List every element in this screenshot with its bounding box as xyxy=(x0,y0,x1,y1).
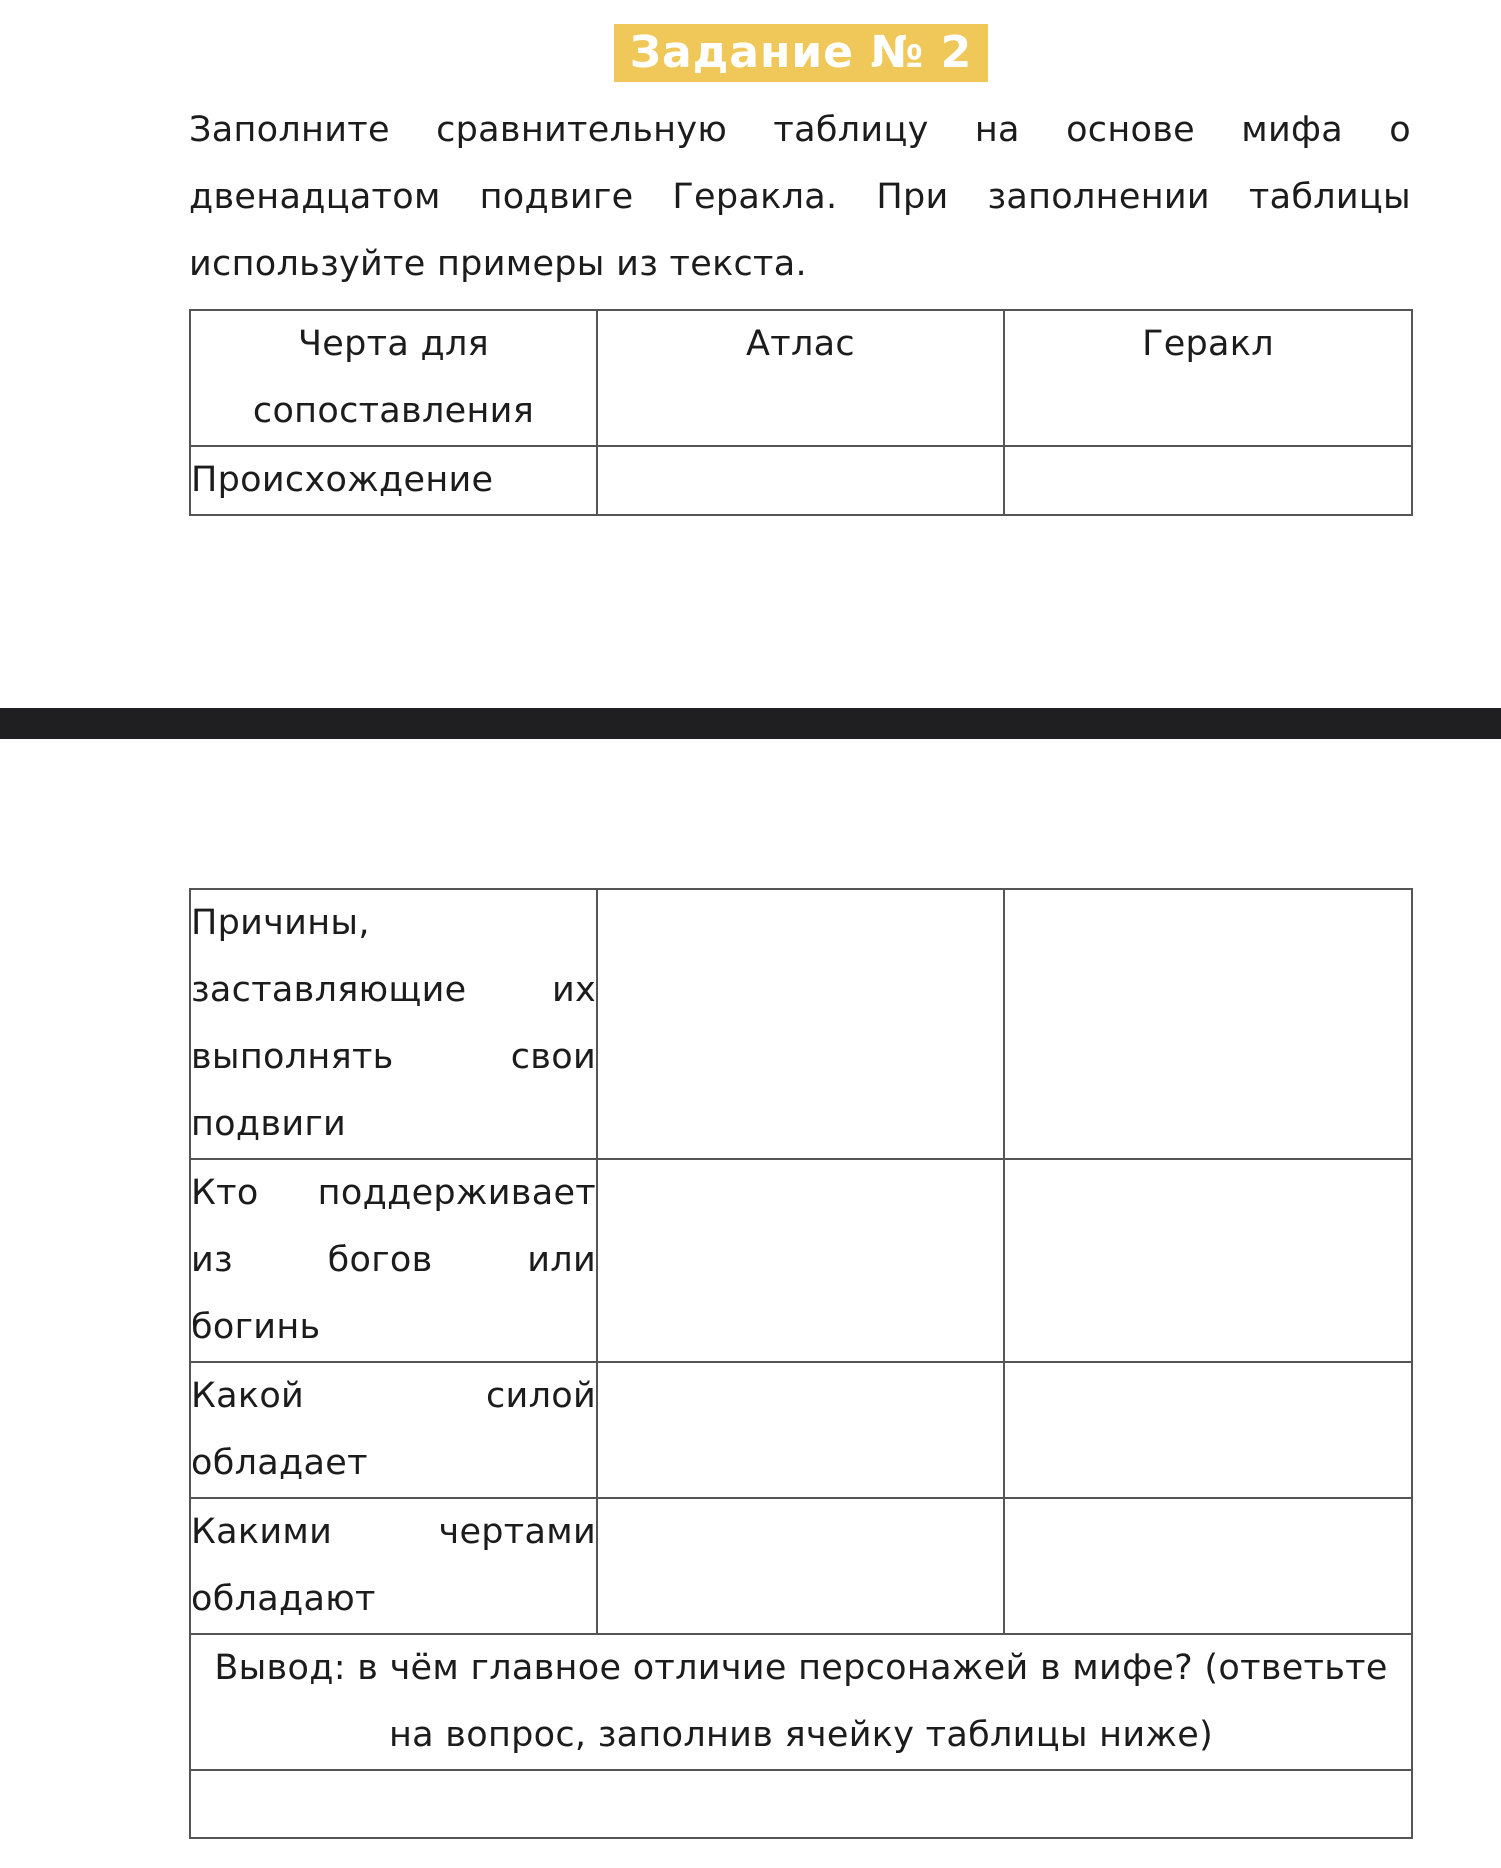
header-heracles: Геракл xyxy=(1004,310,1412,446)
task-instructions xyxy=(189,97,1411,298)
row-label-power xyxy=(190,1362,597,1498)
header-feature-line: сопоставления xyxy=(252,391,535,431)
instruction-line: используйте примеры из текста. xyxy=(189,244,807,284)
answer-cell-atlas[interactable] xyxy=(597,1498,1004,1634)
instruction-line: двенадцатом подвиге Геракла. При заполнении таблицы xyxy=(189,177,1411,217)
table-row xyxy=(190,1362,1412,1498)
answer-cell-atlas[interactable] xyxy=(597,446,1004,515)
row-label-line: обладают xyxy=(191,1579,376,1619)
conclusion-answer-row xyxy=(190,1770,1412,1838)
row-label-traits xyxy=(190,1498,597,1634)
answer-cell-heracles[interactable] xyxy=(1004,1498,1412,1634)
comparison-table-top xyxy=(189,309,1413,516)
answer-cell-atlas[interactable] xyxy=(597,1362,1004,1498)
header-feature xyxy=(190,310,597,446)
answer-cell-heracles[interactable] xyxy=(1004,889,1412,1159)
answer-cell-heracles[interactable] xyxy=(1004,446,1412,515)
conclusion-line: Вывод: в чём главное отличие персонажей в мифе? (ответьте xyxy=(214,1648,1388,1688)
row-label-line: Какими чертами xyxy=(191,1512,596,1552)
conclusion-line: на вопрос, заполнив ячейку таблицы ниже) xyxy=(388,1715,1214,1755)
table-header-row xyxy=(190,310,1412,446)
answer-cell-atlas[interactable] xyxy=(597,889,1004,1159)
conclusion-answer-cell[interactable] xyxy=(190,1770,1412,1838)
conclusion-row xyxy=(190,1634,1412,1770)
instruction-line: Заполните сравнительную таблицу на основе мифа о xyxy=(189,110,1411,150)
row-label-origin: Происхождение xyxy=(190,446,597,515)
answer-cell-heracles[interactable] xyxy=(1004,1159,1412,1362)
row-label-line: Причины, xyxy=(191,903,370,943)
comparison-table-bottom xyxy=(189,888,1413,1839)
conclusion-prompt xyxy=(190,1634,1412,1770)
table-row xyxy=(190,446,1412,515)
header-atlas: Атлас xyxy=(597,310,1004,446)
answer-cell-heracles[interactable] xyxy=(1004,1362,1412,1498)
row-label-line: обладает xyxy=(191,1443,368,1483)
row-label-line: богинь xyxy=(191,1307,321,1347)
row-label-line: подвиги xyxy=(191,1104,347,1144)
task-title: Задание № 2 xyxy=(614,24,988,82)
row-label-line: выполнять свои xyxy=(191,1037,596,1077)
page-divider xyxy=(0,708,1501,739)
row-label-supporters xyxy=(190,1159,597,1362)
table-row xyxy=(190,1498,1412,1634)
row-label-line: Кто поддерживает xyxy=(191,1173,596,1213)
row-label-line: из богов или xyxy=(191,1240,596,1280)
header-feature-line: Черта для xyxy=(297,324,490,364)
table-row xyxy=(190,889,1412,1159)
row-label-line: Какой силой xyxy=(191,1376,596,1416)
table-row xyxy=(190,1159,1412,1362)
row-label-reasons xyxy=(190,889,597,1159)
answer-cell-atlas[interactable] xyxy=(597,1159,1004,1362)
row-label-line: заставляющие их xyxy=(191,970,596,1010)
